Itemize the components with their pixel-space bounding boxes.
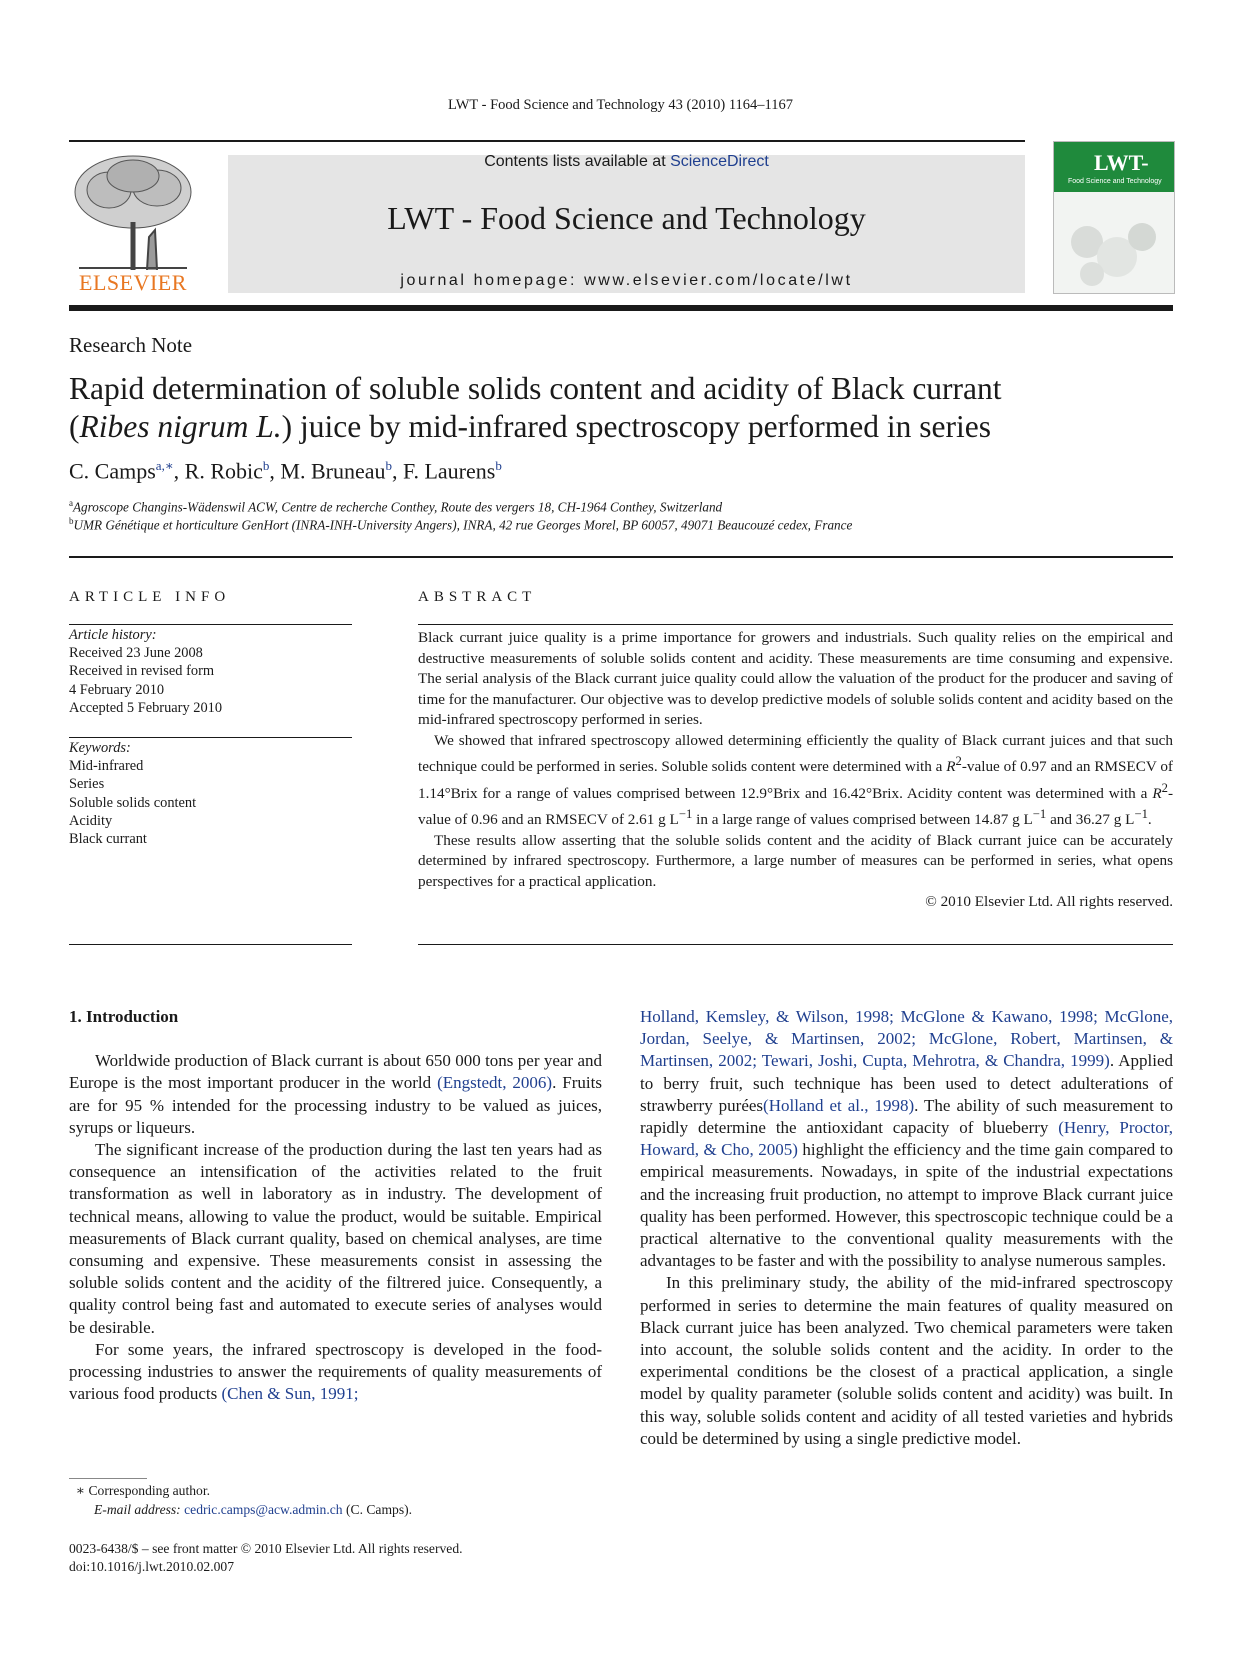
article-history <box>69 626 222 717</box>
body-paragraph: In this preliminary study, the ability of the mid-infrared spectroscopy performed in series to determine the main features of quality measured on Black currant juice has been analyzed. Two chemical parameters were taken into account, the soluble solids content and the acidity. In order to the experimental conditions be the closest of a practical application, a single model by quality parameter (soluble solids content and acidity) was built. In this way, soluble solids content and acidity of all tested varieties and hybrids could be determined by using a single predictive model. <box>640 1273 1173 1448</box>
text-run: . Fruits are for 95 % intended for the processing industry to be valued as juices, syrups or liqueurs. <box>69 1073 602 1137</box>
affiliation-b <box>69 516 852 533</box>
author-affil-link[interactable]: b <box>262 458 270 473</box>
cover-subtitle: Food Science and Technology <box>1068 178 1162 185</box>
r-symbol: R <box>1152 784 1162 802</box>
keyword: Black currant <box>69 831 147 848</box>
article-info-heading: ARTICLE INFO <box>69 589 231 605</box>
article-info-rule <box>69 737 352 738</box>
text-run: and 36.27 g L <box>1046 811 1135 829</box>
footnote-marker: ∗ <box>75 1483 86 1498</box>
title-block-rule <box>69 556 1173 558</box>
citation-link[interactable]: (Chen & Sun, 1991; <box>221 1384 359 1404</box>
abstract-heading: ABSTRACT <box>418 589 537 605</box>
affiliation-marker: a <box>69 498 73 508</box>
sciencedirect-link[interactable]: ScienceDirect <box>670 153 769 170</box>
text-run: -value of 0.97 and an RMSECV of 1.14°Brix for a range of values comprised between 12.9°Brix and 16.42°Brix. Acidity content was determined with a <box>418 758 1173 802</box>
elsevier-wordmark: ELSEVIER <box>79 270 187 295</box>
author-name[interactable]: R. Robic <box>184 458 263 484</box>
author-sep: , <box>269 458 281 484</box>
superscript: −1 <box>1134 807 1148 822</box>
footnote-line <box>69 1482 412 1501</box>
keyword: Mid-infrared <box>69 758 144 775</box>
footnote-label: Corresponding author. <box>88 1483 211 1498</box>
superscript: 2 <box>955 754 962 768</box>
masthead-thick-rule <box>69 305 1173 311</box>
section-heading: 1. Introduction <box>69 1007 179 1026</box>
keyword: Series <box>69 776 105 793</box>
title-paren: ( <box>69 409 80 444</box>
article-type: Research Note <box>69 333 193 357</box>
citation-link[interactable]: (Henry, Proctor, Howard, & Cho, 2005) <box>640 1118 1174 1160</box>
top-rule <box>69 140 1025 142</box>
keyword: Soluble solids content <box>69 794 197 811</box>
journal-cover-thumbnail[interactable] <box>1053 141 1175 294</box>
author-name[interactable]: C. Camps <box>69 458 156 484</box>
text-run: We showed that infrared spectroscopy allowed determining efficiently the quality of Black currant juices and that such technique could be performed in series. Soluble solids content were determined with a <box>418 731 1173 776</box>
affiliation-text: UMR Génétique et horticulture GenHort (INRA-INH-University Angers), INRA, 42 rue Georges Morel, BP 60057, 49071 Beaucouzé cedex, France <box>73 517 853 533</box>
author-name[interactable]: M. Bruneau <box>280 458 386 484</box>
footnote-email-line <box>69 1501 412 1520</box>
abstract-body <box>418 628 1173 913</box>
history-label: Article history: <box>69 627 157 643</box>
abstract-rule <box>418 624 1173 625</box>
title-part-1: Rapid determination of soluble solids content and acidity of Black currant <box>69 371 1002 406</box>
keywords <box>69 739 196 848</box>
r-symbol: R <box>946 758 956 776</box>
keywords-label: Keywords: <box>69 740 131 756</box>
running-head: LWT - Food Science and Technology 43 (2010) 1164–1167 <box>447 97 794 113</box>
corresponding-author-footnote <box>69 1482 412 1519</box>
author-name[interactable]: F. Laurens <box>402 458 496 484</box>
body-paragraph <box>640 1006 1173 1272</box>
history-item: Accepted 5 February 2010 <box>69 699 223 716</box>
page-footer <box>69 1540 463 1576</box>
footnote-rule <box>69 1478 147 1479</box>
text-run: . The ability of such measurement to rapidly determine the antioxidant capacity of blueberry <box>640 1095 1173 1138</box>
article-title <box>69 370 1179 446</box>
title-species: Ribes nigrum L. <box>79 409 282 444</box>
text-run: in a large range of values comprised between 14.87 g L <box>692 811 1033 829</box>
article-info-rule <box>69 624 352 625</box>
text-run: For some years, the infrared spectroscopy is developed in the food-processing industries to answer the requirements of quality measurements of various food products <box>69 1339 602 1404</box>
author-sep: , <box>173 458 185 484</box>
author-sep: , <box>391 458 403 484</box>
superscript: 2 <box>1161 780 1168 795</box>
superscript: −1 <box>1032 807 1047 822</box>
copyright-line: © 2010 Elsevier Ltd. All rights reserved. <box>925 893 1173 911</box>
body-paragraph: The significant increase of the production during the last ten years had as consequence an intensification of the activities related to the fruit transformation as well in laboratory as in industry. The development of technical means, allowing to value the product, would be suitable. Empirical measurements of Black currant quality, based on chemical analyses, are time consuming and expensive. These measurements consist in assessing the soluble solids content and the acidity of the filtrered juice. Consequently, a quality control being fast and automated to execute series of analyses would be desirable. <box>69 1140 602 1337</box>
text-run: Worldwide production of Black currant is about 650 000 tons per year and Europe is the most important producer in the world <box>69 1051 602 1093</box>
journal-title: LWT - Food Science and Technology <box>387 200 866 236</box>
citation-link[interactable]: (Engstedt, 2006) <box>437 1073 553 1093</box>
affiliation-marker: b <box>69 516 74 526</box>
email-label: E-mail address: <box>94 1501 181 1517</box>
text-run: . <box>1147 811 1152 829</box>
author-affil-link[interactable]: b <box>385 458 392 473</box>
title-part-2: ) juice by mid-infrared spectroscopy performed in series <box>281 409 992 444</box>
body-paragraph <box>69 1339 602 1406</box>
issn-line: 0023-6438/$ – see front matter © 2010 Elsevier Ltd. All rights reserved. <box>69 1541 463 1556</box>
contents-line <box>228 153 1025 171</box>
affiliation-text: Agroscope Changins-Wädenswil ACW, Centre de recherche Conthey, Route des vergers 18, CH-1964 Conthey, Switzerland <box>73 499 723 515</box>
doi-line[interactable]: doi:10.1016/j.lwt.2010.02.007 <box>69 1559 235 1574</box>
author-affil-link[interactable]: a,∗ <box>155 458 174 473</box>
journal-homepage-link[interactable]: journal homepage: www.elsevier.com/locate/lwt <box>400 272 853 289</box>
keyword: Acidity <box>69 812 113 829</box>
superscript: −1 <box>678 807 693 822</box>
text-run: . Applied to berry fruit, such technique has been used to detect adulterations of strawberry purées <box>640 1051 1173 1115</box>
email-link[interactable]: cedric.camps@acw.admin.ch <box>184 1501 343 1517</box>
author-list <box>69 458 502 484</box>
cover-title: LWT- <box>1094 150 1149 175</box>
tree-icon <box>69 152 197 270</box>
text-run: -value of 0.96 and an RMSECV of 2.61 g L <box>418 784 1173 829</box>
history-item: 4 February 2010 <box>69 681 165 698</box>
body-left-column <box>69 1006 602 1405</box>
cover-image <box>1062 212 1166 288</box>
text-run: highlight the efficiency and the time gain compared to empirical measurements. Nowadays, in spite of the industrial expectations and the increasing fruit production, no attempt to improve Black currant juice quality has been performed. However, this spectroscopic technique could be a practical alternative to the conventional quality measurements with the advantages to be faster and with the possibility to analyse numerous samples. <box>640 1140 1173 1271</box>
article-info-rule <box>69 944 352 945</box>
abstract-paragraph <box>418 731 1173 831</box>
author-affil-link[interactable]: b <box>495 458 502 473</box>
history-item: Received 23 June 2008 <box>69 645 203 662</box>
citation-link[interactable]: Holland, Kemsley, & Wilson, 1998; McGlone & Kawano, 1998; McGlone, Jordan, Seelye, & Martinsen, 2002; McGlone, Robert, Martinsen, & Martinsen, 2002; Tewari, Joshi, Cupta, Mehrotra, & Chandra, 1999) <box>640 1007 1173 1071</box>
affiliation-a <box>69 498 722 515</box>
contents-prefix: Contents lists available at <box>484 153 671 170</box>
abstract-paragraph: These results allow asserting that the soluble solids content and the acidity of Black currant juice can be accurately determined by infrared spectroscopy. Furthermore, a large number of measures can be performed in series, what opens perspectives for a practical application. <box>418 831 1173 890</box>
abstract-rule <box>418 944 1173 945</box>
body-right-column <box>640 1006 1173 1450</box>
body-paragraph <box>69 1050 602 1139</box>
citation-link[interactable]: (Holland et al., 1998) <box>763 1095 915 1115</box>
abstract-paragraph: Black currant juice quality is a prime importance for growers and industrials. Such quality relies on the empirical and destructive measurements of soluble solids content and acidity. These measurements are time consuming and expensive. The serial analysis of the Black currant juice quality could allow the valuation of the product for the producer and saving of time for the manufacturer. Our objective was to develop predictive models of soluble solids content and acidity based on the mid-infrared spectroscopy performed in series. <box>418 629 1173 728</box>
history-item: Received in revised form <box>69 663 215 680</box>
email-suffix: (C. Camps). <box>342 1501 413 1517</box>
